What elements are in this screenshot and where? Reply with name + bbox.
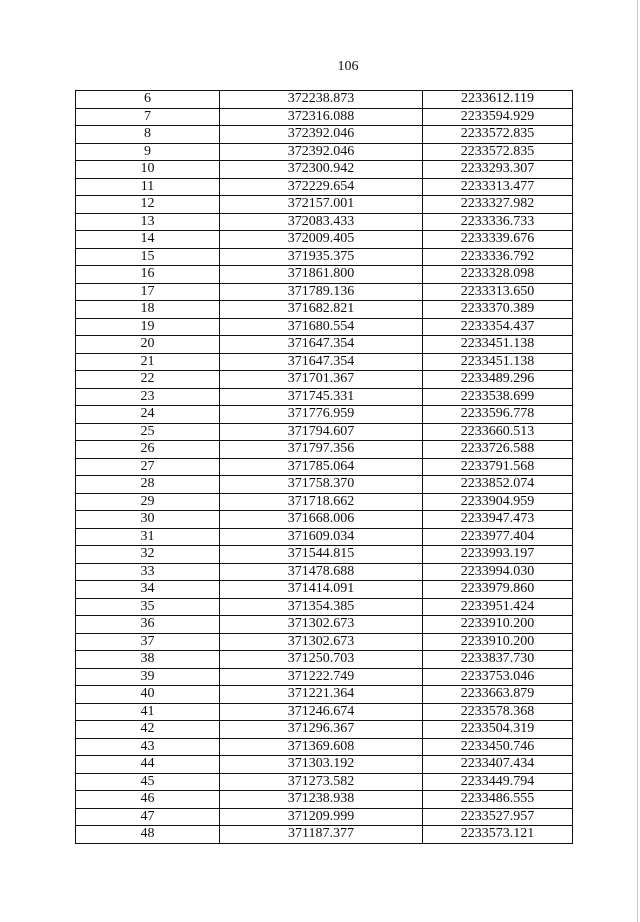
coordinate-table-body: [76, 91, 573, 844]
table-row: [76, 686, 573, 704]
table-row: [76, 283, 573, 301]
point-number-cell: 13: [76, 213, 220, 231]
point-number-cell: 45: [76, 773, 220, 791]
y-coordinate-cell: 2233979.860: [423, 581, 573, 599]
table-row: [76, 721, 573, 739]
y-coordinate-cell: 2233612.119: [423, 91, 573, 109]
x-coordinate-cell: 371609.034: [220, 528, 423, 546]
y-coordinate-cell: 2233504.319: [423, 721, 573, 739]
x-coordinate-cell: 371354.385: [220, 598, 423, 616]
point-number-cell: 37: [76, 633, 220, 651]
x-coordinate-cell: 371302.673: [220, 633, 423, 651]
point-number-cell: 10: [76, 161, 220, 179]
point-number-cell: 20: [76, 336, 220, 354]
table-row: [76, 773, 573, 791]
table-row: [76, 406, 573, 424]
point-number-cell: 21: [76, 353, 220, 371]
y-coordinate-cell: 2233791.568: [423, 458, 573, 476]
y-coordinate-cell: 2233910.200: [423, 633, 573, 651]
y-coordinate-cell: 2233339.676: [423, 231, 573, 249]
table-row: [76, 231, 573, 249]
x-coordinate-cell: 371758.370: [220, 476, 423, 494]
y-coordinate-cell: 2233663.879: [423, 686, 573, 704]
table-row: [76, 126, 573, 144]
table-row: [76, 108, 573, 126]
point-number-cell: 47: [76, 808, 220, 826]
y-coordinate-cell: 2233328.098: [423, 266, 573, 284]
y-coordinate-cell: 2233596.778: [423, 406, 573, 424]
x-coordinate-cell: 371701.367: [220, 371, 423, 389]
x-coordinate-cell: 371745.331: [220, 388, 423, 406]
x-coordinate-cell: 371668.006: [220, 511, 423, 529]
table-row: [76, 371, 573, 389]
y-coordinate-cell: 2233407.434: [423, 756, 573, 774]
page-number: 106: [337, 59, 359, 74]
point-number-cell: 43: [76, 738, 220, 756]
point-number-cell: 48: [76, 826, 220, 844]
y-coordinate-cell: 2233852.074: [423, 476, 573, 494]
y-coordinate-cell: 2233451.138: [423, 353, 573, 371]
point-number-cell: 9: [76, 143, 220, 161]
y-coordinate-cell: 2233837.730: [423, 651, 573, 669]
point-number-cell: 42: [76, 721, 220, 739]
table-row: [76, 161, 573, 179]
table-row: [76, 651, 573, 669]
point-number-cell: 25: [76, 423, 220, 441]
x-coordinate-cell: 371296.367: [220, 721, 423, 739]
table-row: [76, 301, 573, 319]
x-coordinate-cell: 372392.046: [220, 126, 423, 144]
x-coordinate-cell: 372300.942: [220, 161, 423, 179]
y-coordinate-cell: 2233660.513: [423, 423, 573, 441]
y-coordinate-cell: 2233486.555: [423, 791, 573, 809]
x-coordinate-cell: 371935.375: [220, 248, 423, 266]
x-coordinate-cell: 371414.091: [220, 581, 423, 599]
table-row: [76, 528, 573, 546]
x-coordinate-cell: 371647.354: [220, 336, 423, 354]
y-coordinate-cell: 2233904.959: [423, 493, 573, 511]
table-row: [76, 336, 573, 354]
x-coordinate-cell: 371273.582: [220, 773, 423, 791]
point-number-cell: 18: [76, 301, 220, 319]
x-coordinate-cell: 371302.673: [220, 616, 423, 634]
table-row: [76, 476, 573, 494]
x-coordinate-cell: 372229.654: [220, 178, 423, 196]
point-number-cell: 14: [76, 231, 220, 249]
table-row: [76, 458, 573, 476]
y-coordinate-cell: 2233994.030: [423, 563, 573, 581]
y-coordinate-cell: 2233336.792: [423, 248, 573, 266]
point-number-cell: 39: [76, 668, 220, 686]
point-number-cell: 40: [76, 686, 220, 704]
table-row: [76, 353, 573, 371]
point-number-cell: 27: [76, 458, 220, 476]
y-coordinate-cell: 2233594.929: [423, 108, 573, 126]
x-coordinate-cell: 371797.356: [220, 441, 423, 459]
x-coordinate-cell: 371785.064: [220, 458, 423, 476]
y-coordinate-cell: 2233726.588: [423, 441, 573, 459]
x-coordinate-cell: 372316.088: [220, 108, 423, 126]
point-number-cell: 41: [76, 703, 220, 721]
table-row: [76, 178, 573, 196]
y-coordinate-cell: 2233327.982: [423, 196, 573, 214]
table-row: [76, 563, 573, 581]
x-coordinate-cell: 371789.136: [220, 283, 423, 301]
point-number-cell: 8: [76, 126, 220, 144]
x-coordinate-cell: 371303.192: [220, 756, 423, 774]
x-coordinate-cell: 372009.405: [220, 231, 423, 249]
x-coordinate-cell: 371369.608: [220, 738, 423, 756]
y-coordinate-cell: 2233449.794: [423, 773, 573, 791]
x-coordinate-cell: 371222.749: [220, 668, 423, 686]
point-number-cell: 17: [76, 283, 220, 301]
x-coordinate-cell: 371250.703: [220, 651, 423, 669]
point-number-cell: 28: [76, 476, 220, 494]
y-coordinate-cell: 2233489.296: [423, 371, 573, 389]
table-row: [76, 791, 573, 809]
point-number-cell: 7: [76, 108, 220, 126]
point-number-cell: 32: [76, 546, 220, 564]
table-row: [76, 441, 573, 459]
y-coordinate-cell: 2233450.746: [423, 738, 573, 756]
point-number-cell: 31: [76, 528, 220, 546]
table-row: [76, 598, 573, 616]
table-row: [76, 546, 573, 564]
x-coordinate-cell: 371187.377: [220, 826, 423, 844]
x-coordinate-cell: 372157.001: [220, 196, 423, 214]
y-coordinate-cell: 2233910.200: [423, 616, 573, 634]
x-coordinate-cell: 371794.607: [220, 423, 423, 441]
table-row: [76, 511, 573, 529]
table-row: [76, 756, 573, 774]
x-coordinate-cell: 371238.938: [220, 791, 423, 809]
point-number-cell: 33: [76, 563, 220, 581]
x-coordinate-cell: 371478.688: [220, 563, 423, 581]
table-row: [76, 493, 573, 511]
x-coordinate-cell: 371544.815: [220, 546, 423, 564]
table-row: [76, 738, 573, 756]
point-number-cell: 46: [76, 791, 220, 809]
point-number-cell: 29: [76, 493, 220, 511]
point-number-cell: 16: [76, 266, 220, 284]
table-row: [76, 808, 573, 826]
point-number-cell: 26: [76, 441, 220, 459]
point-number-cell: 23: [76, 388, 220, 406]
x-coordinate-cell: 371221.364: [220, 686, 423, 704]
y-coordinate-cell: 2233370.389: [423, 301, 573, 319]
y-coordinate-cell: 2233354.437: [423, 318, 573, 336]
x-coordinate-cell: 371861.800: [220, 266, 423, 284]
table-row: [76, 703, 573, 721]
x-coordinate-cell: 371246.674: [220, 703, 423, 721]
point-number-cell: 35: [76, 598, 220, 616]
table-row: [76, 423, 573, 441]
x-coordinate-cell: 371776.959: [220, 406, 423, 424]
point-number-cell: 15: [76, 248, 220, 266]
point-number-cell: 38: [76, 651, 220, 669]
y-coordinate-cell: 2233313.650: [423, 283, 573, 301]
y-coordinate-cell: 2233527.957: [423, 808, 573, 826]
y-coordinate-cell: 2233993.197: [423, 546, 573, 564]
y-coordinate-cell: 2233573.121: [423, 826, 573, 844]
table-row: [76, 196, 573, 214]
y-coordinate-cell: 2233951.424: [423, 598, 573, 616]
table-row: [76, 91, 573, 109]
y-coordinate-cell: 2233293.307: [423, 161, 573, 179]
x-coordinate-cell: 372238.873: [220, 91, 423, 109]
table-row: [76, 143, 573, 161]
y-coordinate-cell: 2233313.477: [423, 178, 573, 196]
point-number-cell: 30: [76, 511, 220, 529]
x-coordinate-cell: 371680.554: [220, 318, 423, 336]
y-coordinate-cell: 2233572.835: [423, 126, 573, 144]
table-row: [76, 826, 573, 844]
y-coordinate-cell: 2233451.138: [423, 336, 573, 354]
table-row: [76, 668, 573, 686]
table-row: [76, 248, 573, 266]
y-coordinate-cell: 2233753.046: [423, 668, 573, 686]
y-coordinate-cell: 2233572.835: [423, 143, 573, 161]
table-row: [76, 388, 573, 406]
table-row: [76, 213, 573, 231]
x-coordinate-cell: 372083.433: [220, 213, 423, 231]
coordinate-table: [75, 90, 573, 844]
x-coordinate-cell: 371209.999: [220, 808, 423, 826]
point-number-cell: 22: [76, 371, 220, 389]
table-row: [76, 616, 573, 634]
point-number-cell: 12: [76, 196, 220, 214]
scan-edge-line: [637, 0, 638, 922]
x-coordinate-cell: 371718.662: [220, 493, 423, 511]
table-row: [76, 633, 573, 651]
y-coordinate-cell: 2233947.473: [423, 511, 573, 529]
point-number-cell: 44: [76, 756, 220, 774]
x-coordinate-cell: 371682.821: [220, 301, 423, 319]
point-number-cell: 19: [76, 318, 220, 336]
y-coordinate-cell: 2233538.699: [423, 388, 573, 406]
x-coordinate-cell: 372392.046: [220, 143, 423, 161]
point-number-cell: 24: [76, 406, 220, 424]
point-number-cell: 34: [76, 581, 220, 599]
table-row: [76, 266, 573, 284]
point-number-cell: 6: [76, 91, 220, 109]
y-coordinate-cell: 2233336.733: [423, 213, 573, 231]
table-row: [76, 581, 573, 599]
x-coordinate-cell: 371647.354: [220, 353, 423, 371]
y-coordinate-cell: 2233977.404: [423, 528, 573, 546]
point-number-cell: 11: [76, 178, 220, 196]
y-coordinate-cell: 2233578.368: [423, 703, 573, 721]
table-row: [76, 318, 573, 336]
point-number-cell: 36: [76, 616, 220, 634]
